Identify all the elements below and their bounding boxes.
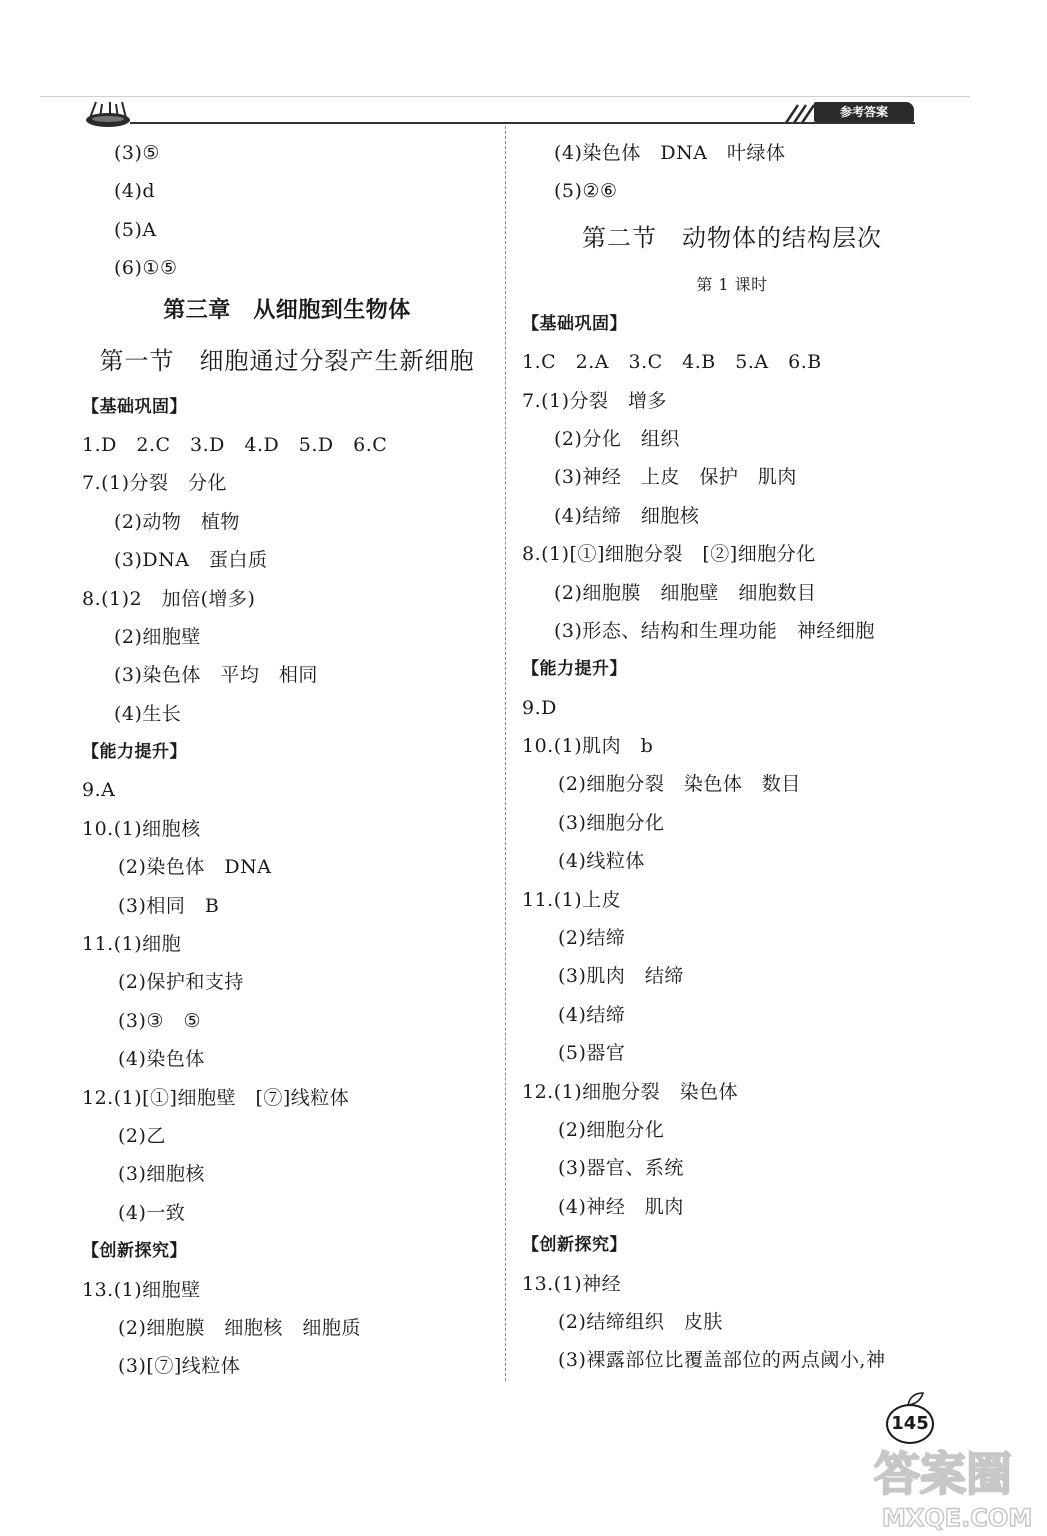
right-section-heading: 【能力提升】	[522, 659, 627, 680]
left-answer-line: (3)相同 B	[118, 894, 220, 917]
slash-decoration-icon	[780, 102, 818, 124]
right-answer-line: (3)神经 上皮 保护 肌肉	[554, 466, 797, 489]
left-answer-line: (3)③ ⑤	[118, 1009, 201, 1032]
right-answer-line: (4)神经 肌肉	[558, 1195, 684, 1218]
watermark-text-main: 答案圈	[874, 1447, 1012, 1501]
left-section-title: 第一节 细胞通过分裂产生新细胞	[99, 346, 475, 375]
left-answer-line: (4)d	[114, 180, 156, 203]
right-answer-line: (2)细胞分化	[558, 1118, 665, 1141]
book-logo-icon	[84, 98, 132, 128]
right-answer-line: (2)分化 组织	[554, 427, 680, 450]
right-answer-line: (2)结缔	[558, 927, 626, 950]
column-divider	[505, 126, 506, 1381]
lesson-title: 第 1 课时	[696, 274, 768, 294]
left-answer-line: (6)①⑤	[114, 257, 178, 280]
page-number-badge	[884, 1392, 936, 1444]
left-section-heading: 【创新探究】	[82, 1241, 187, 1262]
left-section-heading: 【能力提升】	[82, 742, 187, 763]
right-answer-line: 9.D	[522, 696, 557, 719]
right-answer-line: (4)染色体 DNA 叶绿体	[554, 142, 786, 164]
right-answer-line: 1.C 2.A 3.C 4.B 5.A 6.B	[522, 351, 822, 374]
watermark-logo	[868, 1440, 1038, 1532]
left-answer-line: (3)细胞核	[118, 1163, 205, 1186]
left-answer-line: 1.D 2.C 3.D 4.D 5.D 6.C	[82, 433, 388, 456]
left-answer-line: (3)染色体 平均 相同	[114, 664, 318, 687]
left-answer-line: 8.(1)2 加倍(增多)	[82, 587, 256, 610]
right-section-heading: 【基础巩固】	[522, 313, 627, 334]
right-answer-line: (4)结缔	[558, 1003, 626, 1026]
page-number: 145	[886, 1404, 934, 1444]
left-column	[82, 134, 492, 1386]
right-answer-line: (3)裸露部位比覆盖部位的两点阈小,神	[558, 1349, 886, 1372]
left-answer-line: (4)染色体	[118, 1048, 205, 1071]
left-answer-line: (4)一致	[118, 1201, 186, 1224]
left-section-heading: 【基础巩固】	[82, 396, 187, 417]
right-answer-line: (3)细胞分化	[558, 811, 665, 834]
right-answer-line: 10.(1)肌肉 b	[522, 735, 654, 758]
right-answer-line: (2)结缔组织 皮肤	[558, 1310, 723, 1333]
right-answer-line: (3)肌肉 结缔	[558, 965, 684, 988]
left-answer-line: 13.(1)细胞壁	[82, 1278, 201, 1301]
left-answer-line: (2)保护和支持	[118, 971, 244, 994]
right-answer-line: (5)器官	[558, 1042, 626, 1065]
answer-badge	[780, 102, 920, 124]
right-answer-line: (2)细胞膜 细胞壁 细胞数目	[554, 581, 817, 604]
right-answer-line: (5)②⑥	[554, 180, 618, 203]
right-answer-line: (2)细胞分裂 染色体 数目	[558, 773, 801, 796]
right-section-title: 第二节 动物体的结构层次	[582, 223, 882, 252]
left-answer-line: 9.A	[82, 779, 116, 802]
right-answer-line: (4)结缔 细胞核	[554, 504, 700, 527]
left-answer-line: (3)⑤	[114, 142, 160, 164]
left-answer-line: 11.(1)细胞	[82, 933, 182, 956]
left-answer-line: (2)细胞壁	[114, 625, 201, 648]
right-section-heading: 【创新探究】	[522, 1235, 627, 1256]
left-answer-line: (2)乙	[118, 1124, 166, 1147]
right-answer-line: (3)形态、结构和生理功能 神经细胞	[554, 619, 875, 642]
left-answer-line: (2)染色体 DNA	[118, 856, 272, 879]
left-answer-line: 10.(1)细胞核	[82, 817, 201, 840]
header-top-rule	[40, 96, 970, 97]
right-answer-line: 8.(1)[①]细胞分裂 [②]细胞分化	[522, 543, 816, 566]
left-answer-line: (5)A	[114, 218, 157, 241]
right-answer-line: 13.(1)神经	[522, 1272, 622, 1295]
answer-badge-label: 参考答案	[814, 102, 914, 122]
right-answer-line: (3)器官、系统	[558, 1157, 684, 1180]
right-answer-line: 11.(1)上皮	[522, 888, 622, 911]
left-answer-line: (2)细胞膜 细胞核 细胞质	[118, 1316, 361, 1339]
right-answer-line: 12.(1)细胞分裂 染色体	[522, 1080, 739, 1103]
right-column	[522, 134, 942, 1380]
right-answer-line: 7.(1)分裂 增多	[522, 389, 668, 412]
chapter-title: 第三章 从细胞到生物体	[163, 297, 411, 323]
left-answer-line: 12.(1)[①]细胞壁 [⑦]线粒体	[82, 1086, 350, 1109]
left-answer-line: (3)DNA 蛋白质	[114, 549, 268, 572]
right-answer-line: (4)线粒体	[558, 850, 645, 873]
left-answer-line: (4)生长	[114, 702, 182, 725]
left-answer-line: (3)[⑦]线粒体	[118, 1355, 241, 1378]
left-answer-line: (2)动物 植物	[114, 510, 240, 533]
left-answer-line: 7.(1)分裂 分化	[82, 472, 228, 495]
watermark-text-url: MXQE.COM	[882, 1504, 1033, 1532]
